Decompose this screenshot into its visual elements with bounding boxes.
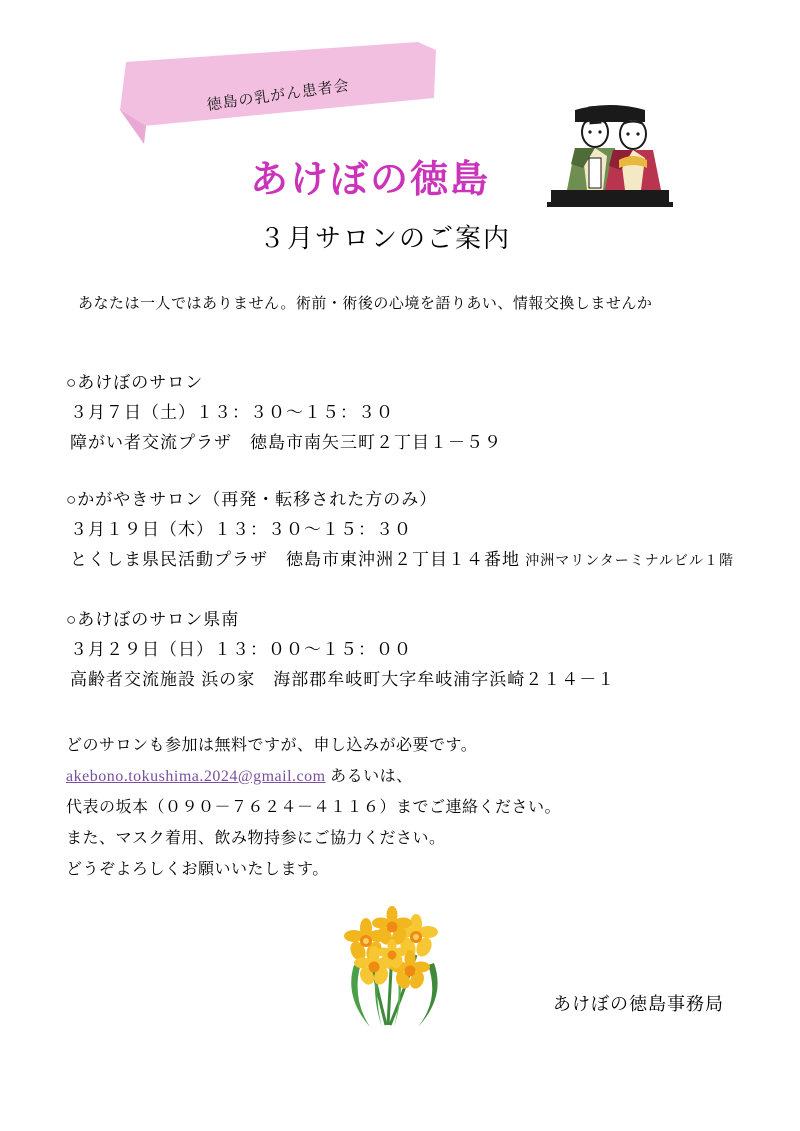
notes-line-4: また、マスク着用、飲み物持参にご協力ください。	[66, 830, 446, 847]
salon-3-place: 高齢者交流施設 浜の家 海部郡牟岐町大字牟岐浦字浜崎２１４－１	[70, 670, 616, 689]
salon-block-2	[66, 485, 734, 577]
ribbon-label: 徳島の乳がん患者会	[205, 76, 351, 114]
daffodil-flowers-icon	[330, 905, 460, 1030]
salon-3-name: ○あけぼのサロン県南	[66, 610, 240, 629]
lead-paragraph: あなたは一人ではありません。術前・術後の心境を語りあい、情報交換しませんか	[78, 296, 653, 312]
contact-email-link[interactable]: akebono.tokushima.2024@gmail.com	[66, 768, 326, 785]
salon-1-place: 障がい者交流プラザ 徳島市南矢三町２丁目１－５９	[70, 433, 502, 452]
salon-2-datetime: ３月１９日（木）１３：３０～１５：３０	[70, 520, 412, 539]
notes-line-2-tail: あるいは、	[325, 768, 413, 785]
page-title: あけぼの徳島	[249, 159, 490, 201]
salon-2-place-main: とくしま県民活動プラザ 徳島市東沖洲２丁目１４番地	[70, 550, 526, 569]
notes-block	[66, 730, 561, 885]
notes-line-2	[66, 761, 561, 792]
salon-1-datetime: ３月７日（土）１３：３０～１５：３０	[70, 403, 394, 422]
salon-2-place-tail: 沖洲マリンターミナルビル１階	[525, 554, 734, 569]
salon-block-1	[66, 368, 502, 458]
salon-2-place	[66, 545, 734, 577]
notes-line-5: どうぞよろしくお願いいたします。	[66, 861, 329, 878]
page-subtitle: ３月サロンのご案内	[258, 224, 511, 253]
salon-block-3	[66, 605, 615, 695]
signature: あけぼの徳島事務局	[553, 994, 724, 1014]
ribbon-banner-icon	[118, 40, 438, 148]
daffodil-flowers-illustration	[330, 905, 460, 1030]
notes-line-1: どのサロンも参加は無料ですが、申し込みが必要です。	[66, 737, 478, 754]
ribbon-banner	[118, 40, 438, 148]
salon-2-name: ○かがやきサロン（再発・転移された方のみ）	[66, 490, 438, 509]
salon-1-name: ○あけぼのサロン	[66, 373, 204, 392]
salon-3-datetime: ３月２９日（日）１３：００～１５：００	[70, 640, 412, 659]
notes-line-3: 代表の坂本（０９０－７６２４－４１１６）までご連絡ください。	[66, 799, 562, 816]
